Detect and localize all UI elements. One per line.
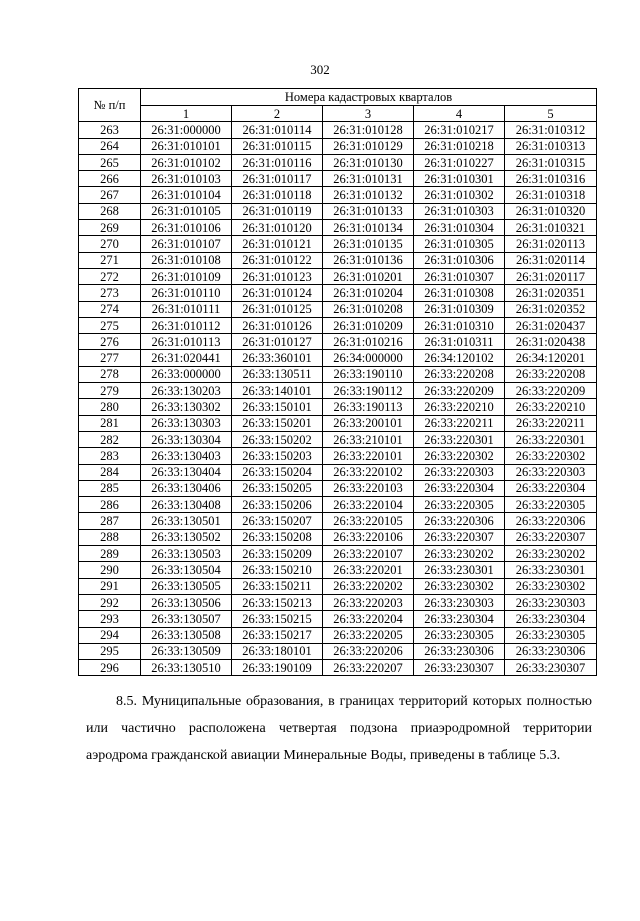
row-number-cell: 279 bbox=[79, 383, 141, 399]
cadastral-number-cell: 26:31:010125 bbox=[232, 301, 323, 317]
cadastral-number-cell: 26:31:000000 bbox=[141, 122, 232, 138]
cadastral-number-cell: 26:34:120201 bbox=[505, 350, 597, 366]
cadastral-number-cell: 26:33:130510 bbox=[141, 660, 232, 676]
cadastral-number-cell: 26:33:220209 bbox=[414, 383, 505, 399]
cadastral-number-cell: 26:33:220211 bbox=[414, 415, 505, 431]
cadastral-number-cell: 26:33:130403 bbox=[141, 448, 232, 464]
cadastral-number-cell: 26:31:010116 bbox=[232, 154, 323, 170]
cadastral-number-cell: 26:31:010320 bbox=[505, 203, 597, 219]
cadastral-number-cell: 26:33:130508 bbox=[141, 627, 232, 643]
cadastral-number-cell: 26:31:010301 bbox=[414, 171, 505, 187]
row-number-cell: 289 bbox=[79, 546, 141, 562]
table-row bbox=[79, 383, 597, 399]
table-row bbox=[79, 448, 597, 464]
cadastral-number-cell: 26:33:130203 bbox=[141, 383, 232, 399]
cadastral-number-cell: 26:33:150205 bbox=[232, 480, 323, 496]
header-row-number: № п/п bbox=[79, 89, 141, 122]
cadastral-number-cell: 26:33:220305 bbox=[505, 497, 597, 513]
header-column-2: 2 bbox=[232, 106, 323, 122]
cadastral-number-cell: 26:31:010128 bbox=[323, 122, 414, 138]
cadastral-number-cell: 26:33:220304 bbox=[414, 480, 505, 496]
cadastral-number-cell: 26:33:230202 bbox=[505, 546, 597, 562]
row-number-cell: 288 bbox=[79, 529, 141, 545]
cadastral-number-cell: 26:33:220107 bbox=[323, 546, 414, 562]
table-row bbox=[79, 627, 597, 643]
table-row bbox=[79, 171, 597, 187]
table-row bbox=[79, 611, 597, 627]
cadastral-number-cell: 26:31:010105 bbox=[141, 203, 232, 219]
cadastral-number-cell: 26:31:010123 bbox=[232, 268, 323, 284]
cadastral-number-cell: 26:33:130505 bbox=[141, 578, 232, 594]
table-row bbox=[79, 366, 597, 382]
table-body bbox=[79, 122, 597, 676]
cadastral-number-cell: 26:33:150211 bbox=[232, 578, 323, 594]
table-row bbox=[79, 529, 597, 545]
header-column-3: 3 bbox=[323, 106, 414, 122]
row-number-cell: 268 bbox=[79, 203, 141, 219]
cadastral-number-cell: 26:33:220105 bbox=[323, 513, 414, 529]
cadastral-number-cell: 26:33:220206 bbox=[323, 643, 414, 659]
cadastral-number-cell: 26:33:230202 bbox=[414, 546, 505, 562]
cadastral-number-cell: 26:33:130511 bbox=[232, 366, 323, 382]
cadastral-number-cell: 26:31:010316 bbox=[505, 171, 597, 187]
cadastral-number-cell: 26:33:150207 bbox=[232, 513, 323, 529]
cadastral-number-cell: 26:33:220306 bbox=[505, 513, 597, 529]
row-number-cell: 286 bbox=[79, 497, 141, 513]
table-row bbox=[79, 464, 597, 480]
row-number-cell: 273 bbox=[79, 285, 141, 301]
cadastral-number-cell: 26:33:130408 bbox=[141, 497, 232, 513]
header-column-4: 4 bbox=[414, 106, 505, 122]
cadastral-number-cell: 26:33:130302 bbox=[141, 399, 232, 415]
cadastral-number-cell: 26:33:220106 bbox=[323, 529, 414, 545]
cadastral-number-cell: 26:31:010106 bbox=[141, 220, 232, 236]
cadastral-number-cell: 26:33:220306 bbox=[414, 513, 505, 529]
cadastral-number-cell: 26:33:150215 bbox=[232, 611, 323, 627]
cadastral-number-cell: 26:31:020351 bbox=[505, 285, 597, 301]
cadastral-number-cell: 26:31:010127 bbox=[232, 334, 323, 350]
cadastral-number-cell: 26:33:230301 bbox=[414, 562, 505, 578]
cadastral-number-cell: 26:33:190110 bbox=[323, 366, 414, 382]
cadastral-number-cell: 26:31:010302 bbox=[414, 187, 505, 203]
cadastral-quarters-table bbox=[78, 88, 597, 676]
row-number-cell: 277 bbox=[79, 350, 141, 366]
cadastral-number-cell: 26:31:010101 bbox=[141, 138, 232, 154]
table-row bbox=[79, 317, 597, 333]
page-number: 302 bbox=[310, 62, 330, 77]
cadastral-number-cell: 26:33:230306 bbox=[414, 643, 505, 659]
row-number-cell: 266 bbox=[79, 171, 141, 187]
row-number-cell: 269 bbox=[79, 220, 141, 236]
cadastral-number-cell: 26:33:150203 bbox=[232, 448, 323, 464]
cadastral-number-cell: 26:31:010303 bbox=[414, 203, 505, 219]
cadastral-number-cell: 26:31:010113 bbox=[141, 334, 232, 350]
row-number-cell: 287 bbox=[79, 513, 141, 529]
cadastral-number-cell: 26:33:220304 bbox=[505, 480, 597, 496]
row-number-cell: 295 bbox=[79, 643, 141, 659]
table-row bbox=[79, 415, 597, 431]
table-row bbox=[79, 187, 597, 203]
cadastral-number-cell: 26:31:020352 bbox=[505, 301, 597, 317]
cadastral-number-cell: 26:31:010124 bbox=[232, 285, 323, 301]
cadastral-number-cell: 26:33:150208 bbox=[232, 529, 323, 545]
row-number-cell: 271 bbox=[79, 252, 141, 268]
cadastral-number-cell: 26:33:360101 bbox=[232, 350, 323, 366]
cadastral-number-cell: 26:31:010312 bbox=[505, 122, 597, 138]
cadastral-number-cell: 26:31:010130 bbox=[323, 154, 414, 170]
cadastral-number-cell: 26:33:190109 bbox=[232, 660, 323, 676]
cadastral-number-cell: 26:31:010121 bbox=[232, 236, 323, 252]
table-row bbox=[79, 399, 597, 415]
row-number-cell: 296 bbox=[79, 660, 141, 676]
cadastral-number-cell: 26:33:230305 bbox=[505, 627, 597, 643]
cadastral-number-cell: 26:33:220305 bbox=[414, 497, 505, 513]
table-row bbox=[79, 220, 597, 236]
header-cadastral-group: Номера кадастровых кварталов bbox=[141, 89, 597, 106]
cadastral-number-cell: 26:33:130406 bbox=[141, 480, 232, 496]
cadastral-number-cell: 26:31:010309 bbox=[414, 301, 505, 317]
cadastral-number-cell: 26:33:130507 bbox=[141, 611, 232, 627]
cadastral-number-cell: 26:31:020114 bbox=[505, 252, 597, 268]
table-row bbox=[79, 203, 597, 219]
cadastral-number-cell: 26:33:220209 bbox=[505, 383, 597, 399]
cadastral-number-cell: 26:31:010102 bbox=[141, 154, 232, 170]
cadastral-number-cell: 26:31:010216 bbox=[323, 334, 414, 350]
row-number-cell: 265 bbox=[79, 154, 141, 170]
cadastral-number-cell: 26:31:010133 bbox=[323, 203, 414, 219]
cadastral-number-cell: 26:33:130503 bbox=[141, 546, 232, 562]
cadastral-number-cell: 26:31:010135 bbox=[323, 236, 414, 252]
cadastral-number-cell: 26:31:010308 bbox=[414, 285, 505, 301]
cadastral-number-cell: 26:33:220204 bbox=[323, 611, 414, 627]
table-row bbox=[79, 268, 597, 284]
cadastral-number-cell: 26:31:010119 bbox=[232, 203, 323, 219]
table-row bbox=[79, 497, 597, 513]
cadastral-number-cell: 26:33:200101 bbox=[323, 415, 414, 431]
cadastral-number-cell: 26:33:130303 bbox=[141, 415, 232, 431]
row-number-cell: 291 bbox=[79, 578, 141, 594]
cadastral-number-cell: 26:31:010118 bbox=[232, 187, 323, 203]
cadastral-number-cell: 26:33:150206 bbox=[232, 497, 323, 513]
cadastral-number-cell: 26:33:130404 bbox=[141, 464, 232, 480]
cadastral-number-cell: 26:33:220301 bbox=[505, 431, 597, 447]
cadastral-number-cell: 26:34:000000 bbox=[323, 350, 414, 366]
cadastral-number-cell: 26:31:010201 bbox=[323, 268, 414, 284]
cadastral-number-cell: 26:31:010313 bbox=[505, 138, 597, 154]
cadastral-number-cell: 26:33:210101 bbox=[323, 431, 414, 447]
cadastral-number-cell: 26:33:130504 bbox=[141, 562, 232, 578]
table-row bbox=[79, 154, 597, 170]
cadastral-number-cell: 26:31:010305 bbox=[414, 236, 505, 252]
cadastral-number-cell: 26:33:220101 bbox=[323, 448, 414, 464]
cadastral-number-cell: 26:34:120102 bbox=[414, 350, 505, 366]
row-number-cell: 293 bbox=[79, 611, 141, 627]
cadastral-number-cell: 26:33:220307 bbox=[505, 529, 597, 545]
table-row bbox=[79, 643, 597, 659]
row-number-cell: 294 bbox=[79, 627, 141, 643]
cadastral-number-cell: 26:31:010114 bbox=[232, 122, 323, 138]
cadastral-number-cell: 26:31:010307 bbox=[414, 268, 505, 284]
table-row bbox=[79, 350, 597, 366]
cadastral-number-cell: 26:33:220211 bbox=[505, 415, 597, 431]
cadastral-number-cell: 26:33:220302 bbox=[414, 448, 505, 464]
cadastral-number-cell: 26:31:010134 bbox=[323, 220, 414, 236]
cadastral-number-cell: 26:31:010217 bbox=[414, 122, 505, 138]
cadastral-number-cell: 26:31:020113 bbox=[505, 236, 597, 252]
cadastral-number-cell: 26:33:130509 bbox=[141, 643, 232, 659]
cadastral-number-cell: 26:31:010131 bbox=[323, 171, 414, 187]
row-number-cell: 276 bbox=[79, 334, 141, 350]
cadastral-number-cell: 26:31:010104 bbox=[141, 187, 232, 203]
row-number-cell: 290 bbox=[79, 562, 141, 578]
cadastral-number-cell: 26:33:230302 bbox=[414, 578, 505, 594]
cadastral-number-cell: 26:33:230305 bbox=[414, 627, 505, 643]
cadastral-number-cell: 26:33:130501 bbox=[141, 513, 232, 529]
cadastral-number-cell: 26:33:000000 bbox=[141, 366, 232, 382]
row-number-cell: 275 bbox=[79, 317, 141, 333]
cadastral-number-cell: 26:31:020437 bbox=[505, 317, 597, 333]
cadastral-number-cell: 26:33:220203 bbox=[323, 594, 414, 610]
cadastral-number-cell: 26:33:230306 bbox=[505, 643, 597, 659]
cadastral-number-cell: 26:33:130304 bbox=[141, 431, 232, 447]
cadastral-number-cell: 26:33:230304 bbox=[414, 611, 505, 627]
row-number-cell: 283 bbox=[79, 448, 141, 464]
cadastral-number-cell: 26:33:220104 bbox=[323, 497, 414, 513]
table-row bbox=[79, 285, 597, 301]
cadastral-number-cell: 26:31:010122 bbox=[232, 252, 323, 268]
cadastral-number-cell: 26:33:230303 bbox=[505, 594, 597, 610]
table-row bbox=[79, 513, 597, 529]
row-number-cell: 272 bbox=[79, 268, 141, 284]
row-number-cell: 285 bbox=[79, 480, 141, 496]
cadastral-number-cell: 26:31:010120 bbox=[232, 220, 323, 236]
cadastral-number-cell: 26:33:220210 bbox=[414, 399, 505, 415]
cadastral-number-cell: 26:33:220208 bbox=[505, 366, 597, 382]
table-row bbox=[79, 122, 597, 138]
row-number-cell: 278 bbox=[79, 366, 141, 382]
table-row bbox=[79, 252, 597, 268]
table-row bbox=[79, 546, 597, 562]
cadastral-number-cell: 26:33:220201 bbox=[323, 562, 414, 578]
cadastral-number-cell: 26:31:010107 bbox=[141, 236, 232, 252]
cadastral-number-cell: 26:33:230303 bbox=[414, 594, 505, 610]
cadastral-number-cell: 26:33:220207 bbox=[323, 660, 414, 676]
cadastral-number-cell: 26:31:010126 bbox=[232, 317, 323, 333]
cadastral-number-cell: 26:31:020438 bbox=[505, 334, 597, 350]
cadastral-number-cell: 26:33:130506 bbox=[141, 594, 232, 610]
cadastral-number-cell: 26:31:010310 bbox=[414, 317, 505, 333]
table-row bbox=[79, 562, 597, 578]
row-number-cell: 264 bbox=[79, 138, 141, 154]
cadastral-number-cell: 26:33:150217 bbox=[232, 627, 323, 643]
cadastral-number-cell: 26:31:010111 bbox=[141, 301, 232, 317]
cadastral-number-cell: 26:31:010218 bbox=[414, 138, 505, 154]
cadastral-number-cell: 26:31:010110 bbox=[141, 285, 232, 301]
table-row bbox=[79, 301, 597, 317]
table-row bbox=[79, 334, 597, 350]
cadastral-number-cell: 26:33:220301 bbox=[414, 431, 505, 447]
cadastral-number-cell: 26:33:220202 bbox=[323, 578, 414, 594]
cadastral-number-cell: 26:31:010304 bbox=[414, 220, 505, 236]
cadastral-number-cell: 26:33:190113 bbox=[323, 399, 414, 415]
cadastral-number-cell: 26:33:150209 bbox=[232, 546, 323, 562]
cadastral-number-cell: 26:33:150201 bbox=[232, 415, 323, 431]
cadastral-number-cell: 26:33:230307 bbox=[414, 660, 505, 676]
cadastral-number-cell: 26:33:230304 bbox=[505, 611, 597, 627]
cadastral-number-cell: 26:31:010204 bbox=[323, 285, 414, 301]
cadastral-number-cell: 26:33:220208 bbox=[414, 366, 505, 382]
cadastral-number-cell: 26:31:010115 bbox=[232, 138, 323, 154]
cadastral-number-cell: 26:31:020117 bbox=[505, 268, 597, 284]
cadastral-number-cell: 26:31:010132 bbox=[323, 187, 414, 203]
row-number-cell: 292 bbox=[79, 594, 141, 610]
cadastral-number-cell: 26:31:010227 bbox=[414, 154, 505, 170]
cadastral-number-cell: 26:31:010208 bbox=[323, 301, 414, 317]
cadastral-number-cell: 26:31:010136 bbox=[323, 252, 414, 268]
cadastral-number-cell: 26:31:010112 bbox=[141, 317, 232, 333]
cadastral-number-cell: 26:33:230301 bbox=[505, 562, 597, 578]
table-row bbox=[79, 480, 597, 496]
header-column-5: 5 bbox=[505, 106, 597, 122]
cadastral-number-cell: 26:31:010108 bbox=[141, 252, 232, 268]
cadastral-number-cell: 26:33:150202 bbox=[232, 431, 323, 447]
cadastral-number-cell: 26:31:010315 bbox=[505, 154, 597, 170]
row-number-cell: 284 bbox=[79, 464, 141, 480]
cadastral-number-cell: 26:33:220303 bbox=[414, 464, 505, 480]
cadastral-number-cell: 26:33:150204 bbox=[232, 464, 323, 480]
cadastral-number-cell: 26:33:220303 bbox=[505, 464, 597, 480]
cadastral-number-cell: 26:31:010321 bbox=[505, 220, 597, 236]
table-row bbox=[79, 594, 597, 610]
cadastral-number-cell: 26:31:010129 bbox=[323, 138, 414, 154]
header-column-1: 1 bbox=[141, 106, 232, 122]
cadastral-number-cell: 26:33:150210 bbox=[232, 562, 323, 578]
cadastral-number-cell: 26:33:220103 bbox=[323, 480, 414, 496]
cadastral-number-cell: 26:33:230302 bbox=[505, 578, 597, 594]
table-row bbox=[79, 138, 597, 154]
cadastral-number-cell: 26:33:140101 bbox=[232, 383, 323, 399]
cadastral-number-cell: 26:31:010306 bbox=[414, 252, 505, 268]
row-number-cell: 280 bbox=[79, 399, 141, 415]
row-number-cell: 267 bbox=[79, 187, 141, 203]
row-number-cell: 281 bbox=[79, 415, 141, 431]
cadastral-number-cell: 26:31:010103 bbox=[141, 171, 232, 187]
cadastral-number-cell: 26:33:220307 bbox=[414, 529, 505, 545]
cadastral-number-cell: 26:33:220302 bbox=[505, 448, 597, 464]
cadastral-number-cell: 26:31:010311 bbox=[414, 334, 505, 350]
section-paragraph: 8.5. Муниципальные образования, в границах территорий которых полностью или частично расположена четвертая подзона приаэродромной территории аэродрома гражданской авиации Минеральные Воды, приведены в таблице 5.3. bbox=[86, 694, 592, 763]
cadastral-number-cell: 26:33:230307 bbox=[505, 660, 597, 676]
cadastral-number-cell: 26:33:150213 bbox=[232, 594, 323, 610]
table-row bbox=[79, 236, 597, 252]
row-number-cell: 274 bbox=[79, 301, 141, 317]
cadastral-number-cell: 26:33:150101 bbox=[232, 399, 323, 415]
cadastral-number-cell: 26:33:180101 bbox=[232, 643, 323, 659]
row-number-cell: 270 bbox=[79, 236, 141, 252]
cadastral-number-cell: 26:33:130502 bbox=[141, 529, 232, 545]
cadastral-number-cell: 26:31:010117 bbox=[232, 171, 323, 187]
cadastral-number-cell: 26:33:190112 bbox=[323, 383, 414, 399]
table-row bbox=[79, 660, 597, 676]
cadastral-number-cell: 26:31:010209 bbox=[323, 317, 414, 333]
row-number-cell: 263 bbox=[79, 122, 141, 138]
cadastral-number-cell: 26:33:220102 bbox=[323, 464, 414, 480]
cadastral-number-cell: 26:31:010109 bbox=[141, 268, 232, 284]
cadastral-number-cell: 26:31:010318 bbox=[505, 187, 597, 203]
row-number-cell: 282 bbox=[79, 431, 141, 447]
cadastral-number-cell: 26:33:220210 bbox=[505, 399, 597, 415]
table-row bbox=[79, 431, 597, 447]
cadastral-number-cell: 26:33:220205 bbox=[323, 627, 414, 643]
table-row bbox=[79, 578, 597, 594]
cadastral-number-cell: 26:31:020441 bbox=[141, 350, 232, 366]
